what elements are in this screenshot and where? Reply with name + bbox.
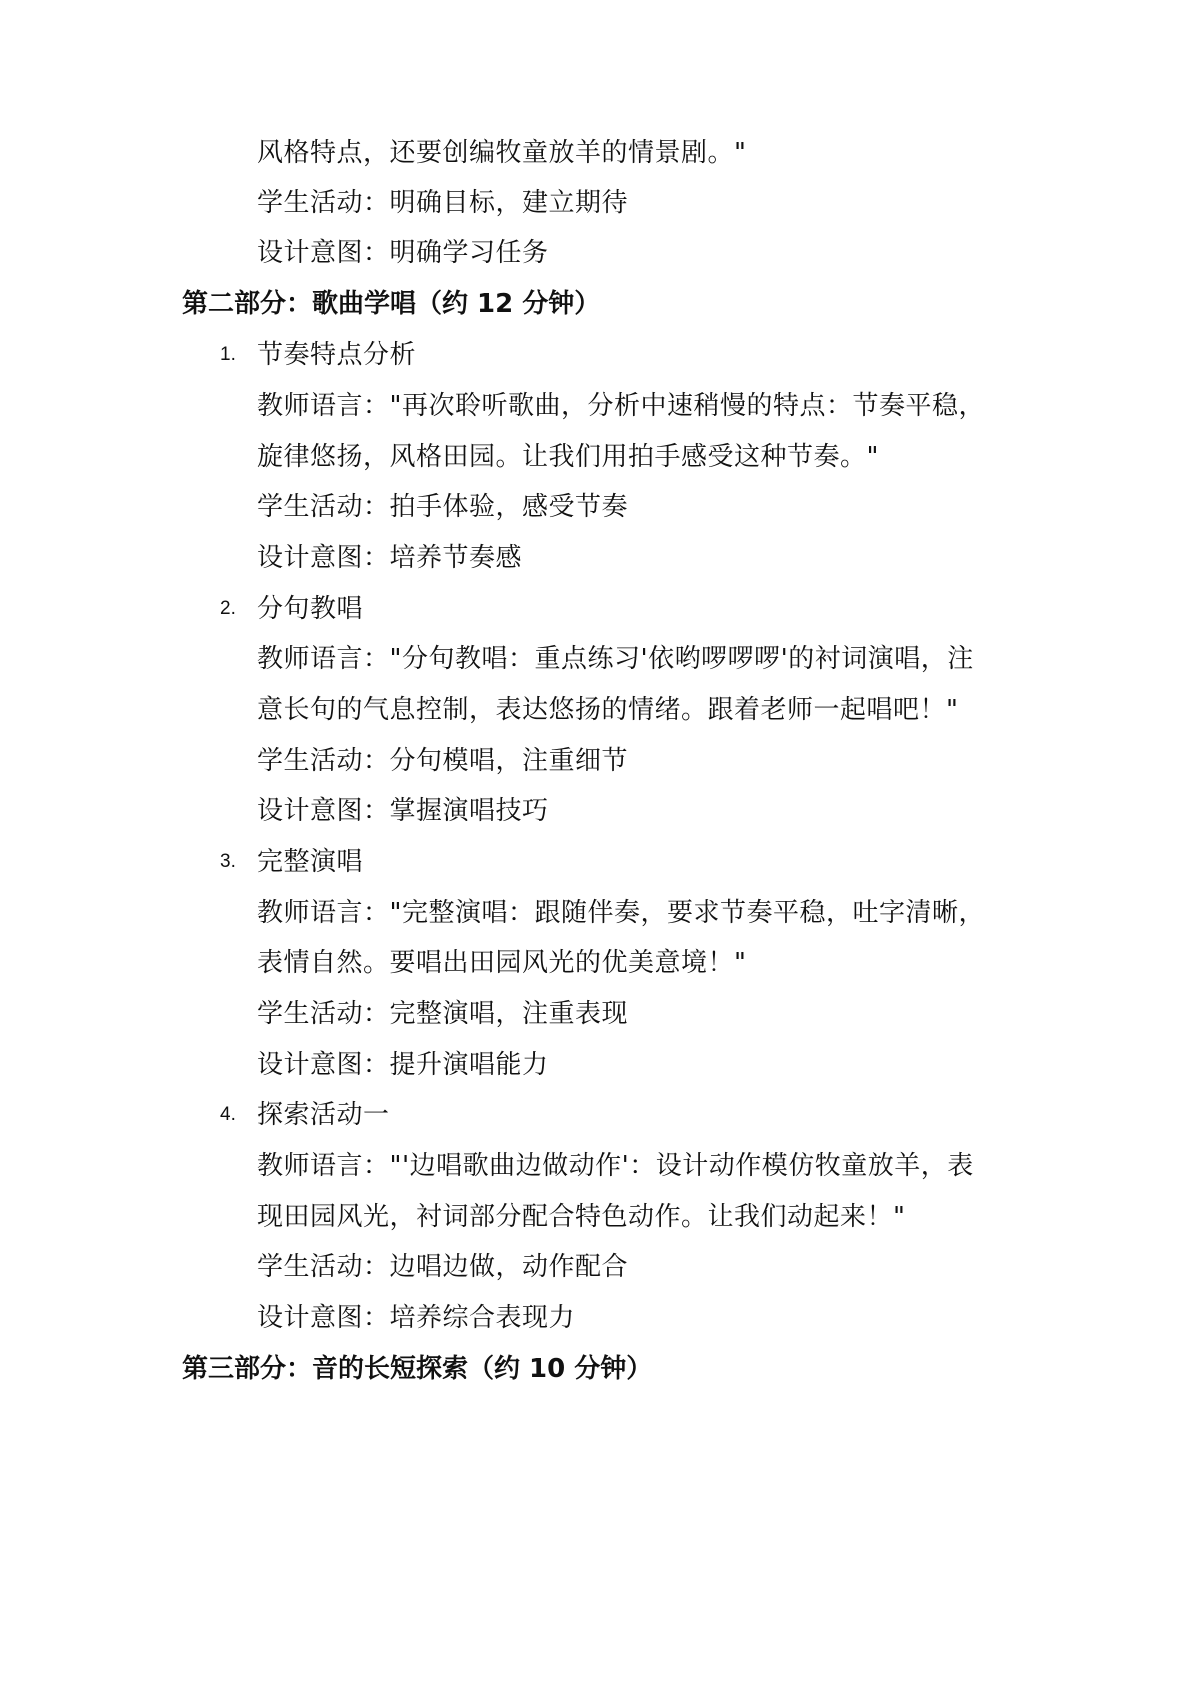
list-item-line: 学生活动：分句模唱，注重细节	[257, 746, 629, 776]
list-number: 2.	[220, 598, 236, 619]
list-item-line: 教师语言："'边唱歌曲边做动作'：设计动作模仿牧童放羊，表	[257, 1151, 974, 1181]
list-item-line: 设计意图：掌握演唱技巧	[257, 796, 549, 826]
list-item-line: 设计意图：提升演唱能力	[257, 1050, 549, 1080]
list-number: 4.	[220, 1104, 236, 1125]
list-item-line: 学生活动：拍手体验，感受节奏	[257, 492, 629, 522]
list-number: 3.	[220, 851, 236, 872]
list-item-line: 学生活动：完整演唱，注重表现	[257, 999, 629, 1029]
list-item-line: 教师语言："分句教唱：重点练习'依哟啰啰啰'的衬词演唱，注	[257, 644, 974, 674]
list-item-line: 教师语言："完整演唱：跟随伴奏，要求节奏平稳，吐字清晰，	[257, 898, 985, 928]
list-item-line: 设计意图：培养综合表现力	[257, 1303, 576, 1333]
list-item-line: 现田园风光，衬词部分配合特色动作。让我们动起来！"	[257, 1202, 906, 1232]
list-item-line: 意长句的气息控制，表达悠扬的情绪。跟着老师一起唱吧！"	[257, 695, 959, 725]
list-item-title: 分句教唱	[257, 594, 364, 624]
list-item-line: 教师语言："再次聆听歌曲，分析中速稍慢的特点：节奏平稳，	[257, 391, 985, 421]
intro-line: 学生活动：明确目标，建立期待	[257, 188, 629, 218]
list-item-line: 设计意图：培养节奏感	[257, 543, 523, 573]
list-item-title: 完整演唱	[257, 847, 364, 877]
list-number: 1.	[220, 344, 236, 365]
section-heading-part3: 第三部分：音的长短探索（约 10 分钟）	[182, 1354, 653, 1384]
section-heading-part2: 第二部分：歌曲学唱（约 12 分钟）	[182, 289, 601, 319]
list-item-line: 学生活动：边唱边做，动作配合	[257, 1252, 629, 1282]
list-item-title: 探索活动一	[257, 1100, 390, 1130]
intro-line: 风格特点，还要创编牧童放羊的情景剧。"	[257, 138, 747, 168]
list-item-line: 表情自然。要唱出田园风光的优美意境！"	[257, 948, 747, 978]
intro-line: 设计意图：明确学习任务	[257, 238, 549, 268]
list-item-line: 旋律悠扬，风格田园。让我们用拍手感受这种节奏。"	[257, 442, 879, 472]
list-item-title: 节奏特点分析	[257, 340, 417, 370]
